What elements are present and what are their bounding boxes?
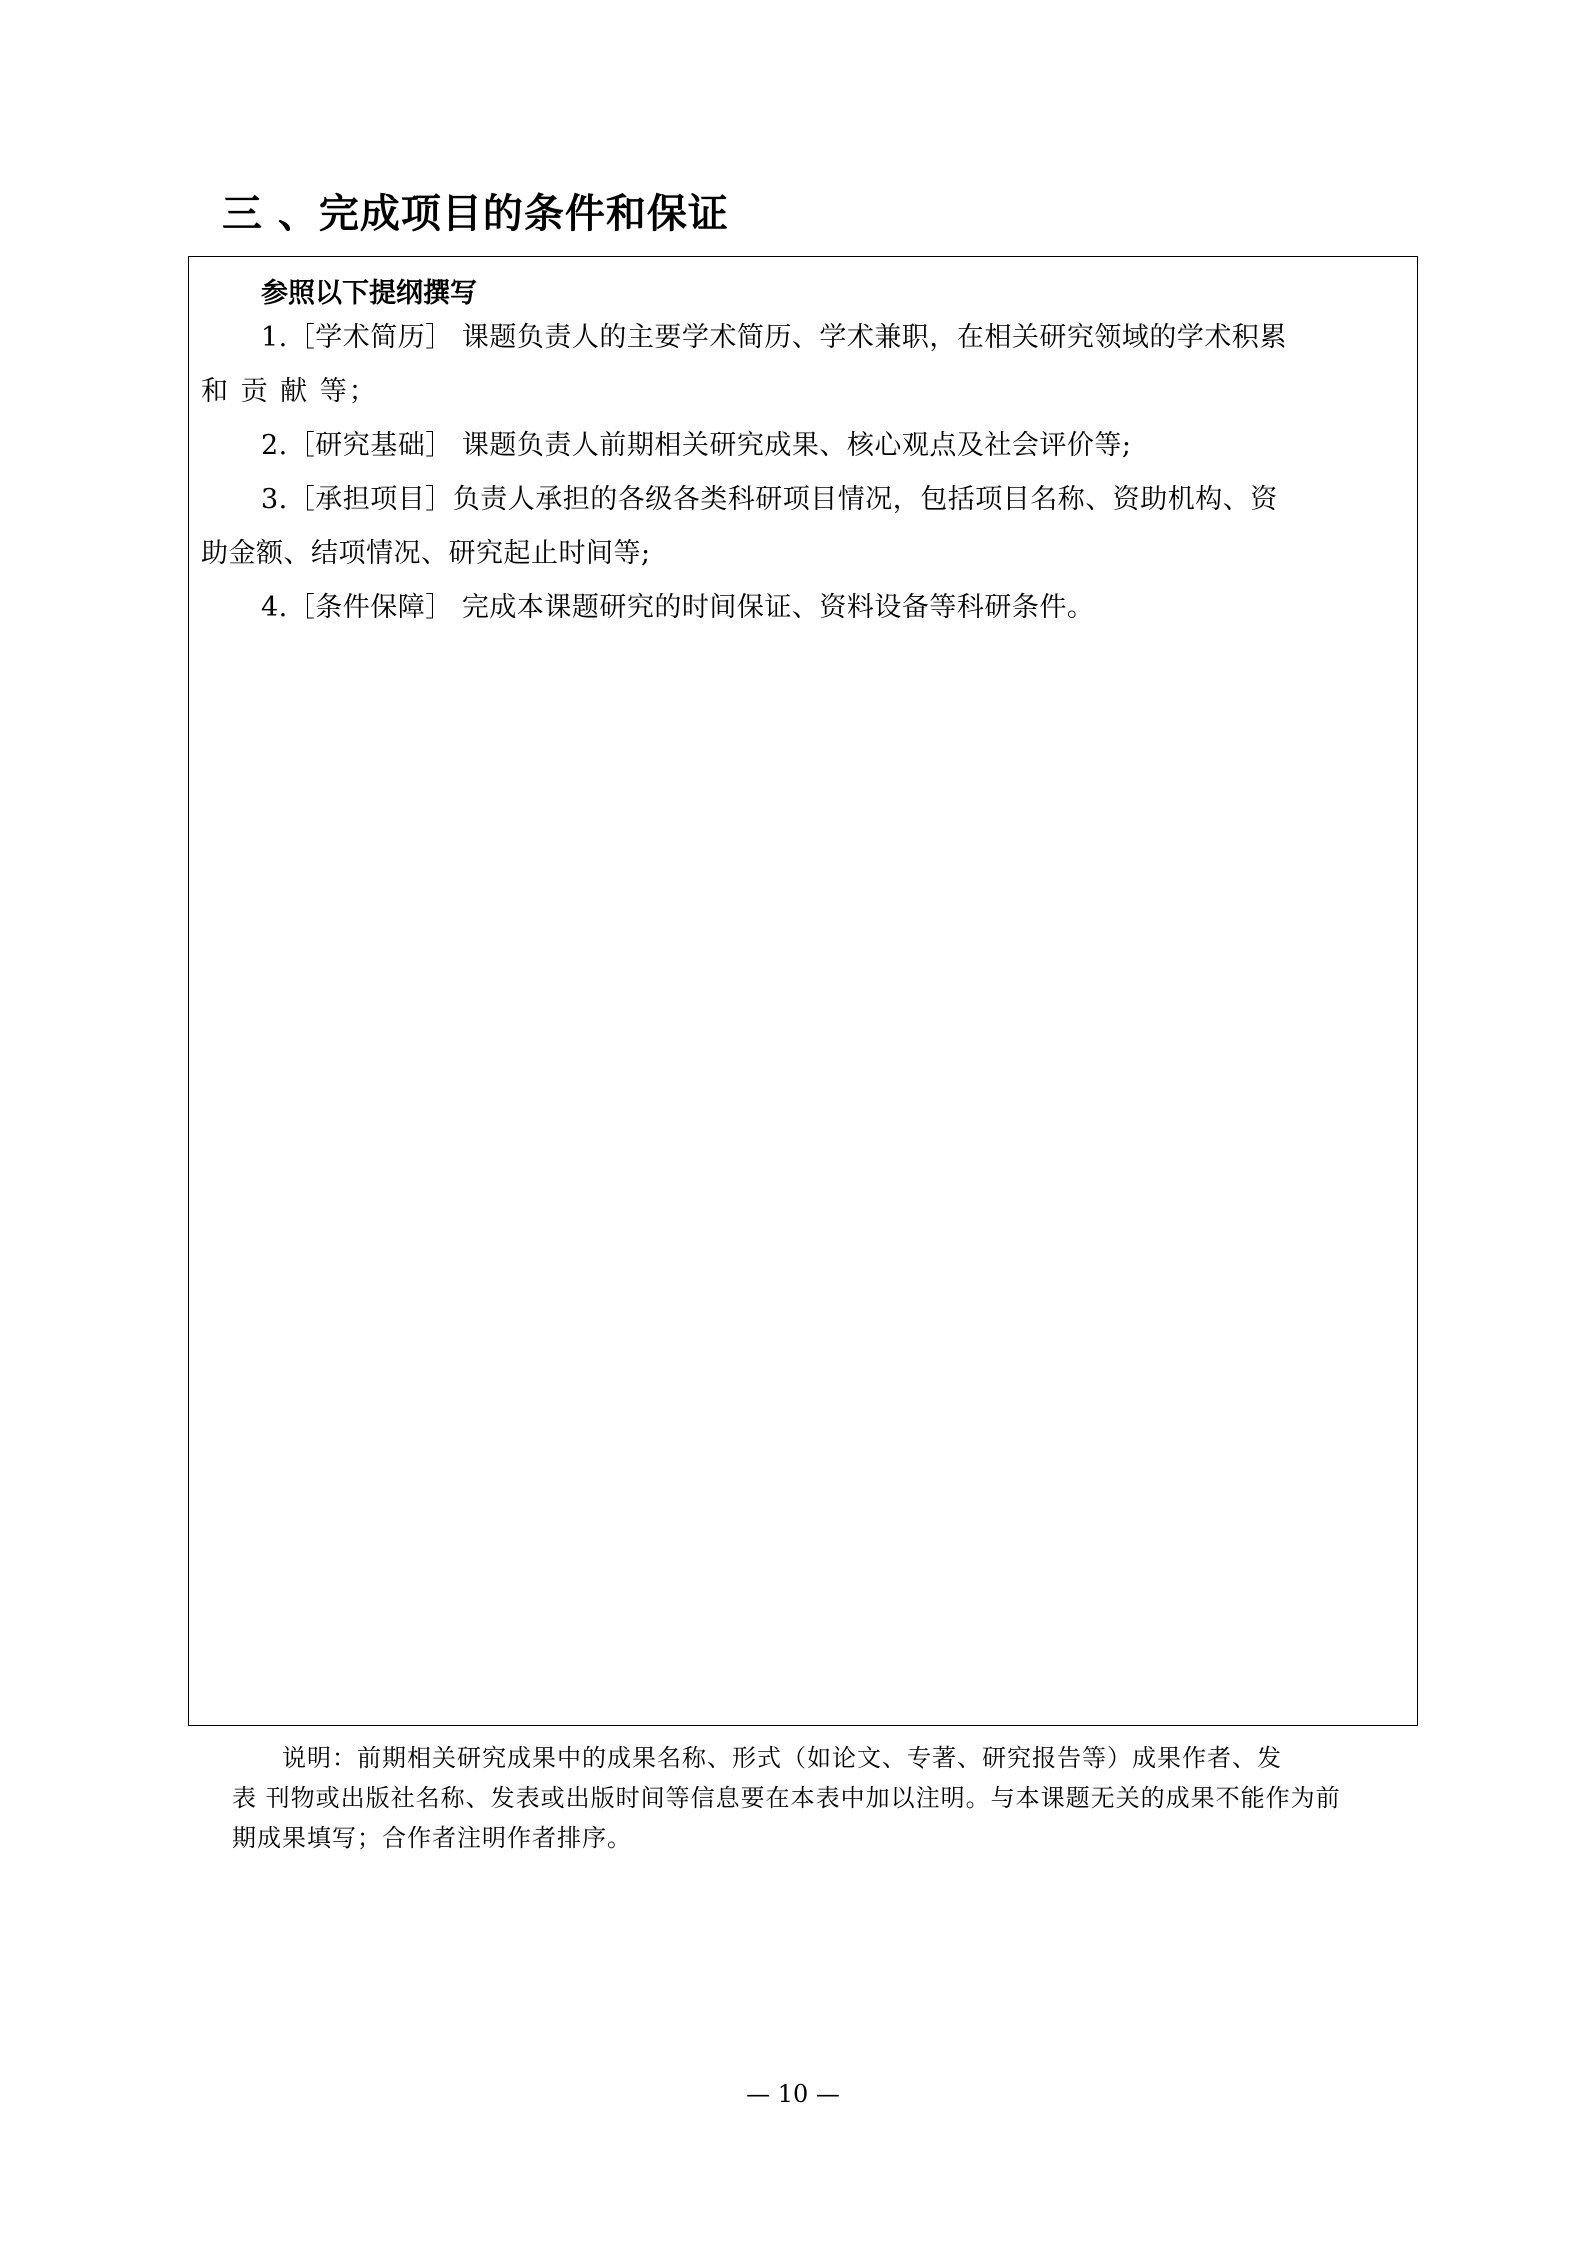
outline-item-1-continued: 和 贡 献 等； — [201, 376, 378, 407]
outline-item-4: 4.［条件保障］ 完成本课题研究的时间保证、资料设备等科研条件。 — [261, 592, 1095, 623]
outline-title: 参照以下提纲撰写 — [261, 278, 477, 309]
outline-item-1: 1.［学术简历］ 课题负责人的主要学术简历、学术兼职，在相关研究领域的学术积累 — [261, 322, 1287, 353]
note-line-1: 说明：前期相关研究成果中的成果名称、形式（如论文、专著、研究报告等）成果作者、发 — [282, 1744, 1282, 1772]
note-line-2: 表 刊物或出版社名称、发表或出版时间等信息要在本表中加以注明。与本课题无关的成果不能作为前 — [232, 1784, 1341, 1812]
content-box — [188, 256, 1418, 1726]
outline-item-3: 3.［承担项目］负责人承担的各级各类科研项目情况，包括项目名称、资助机构、资 — [261, 484, 1278, 515]
outline-item-2: 2.［研究基础］ 课题负责人前期相关研究成果、核心观点及社会评价等; — [261, 430, 1132, 461]
note-line-3: 期成果填写；合作者注明作者排序。 — [232, 1824, 632, 1852]
section-heading: 三 、完成项目的条件和保证 — [222, 191, 729, 237]
page-number: — 10 — — [746, 2080, 840, 2108]
outline-item-3-continued: 助金额、结项情况、研究起止时间等; — [201, 538, 651, 569]
